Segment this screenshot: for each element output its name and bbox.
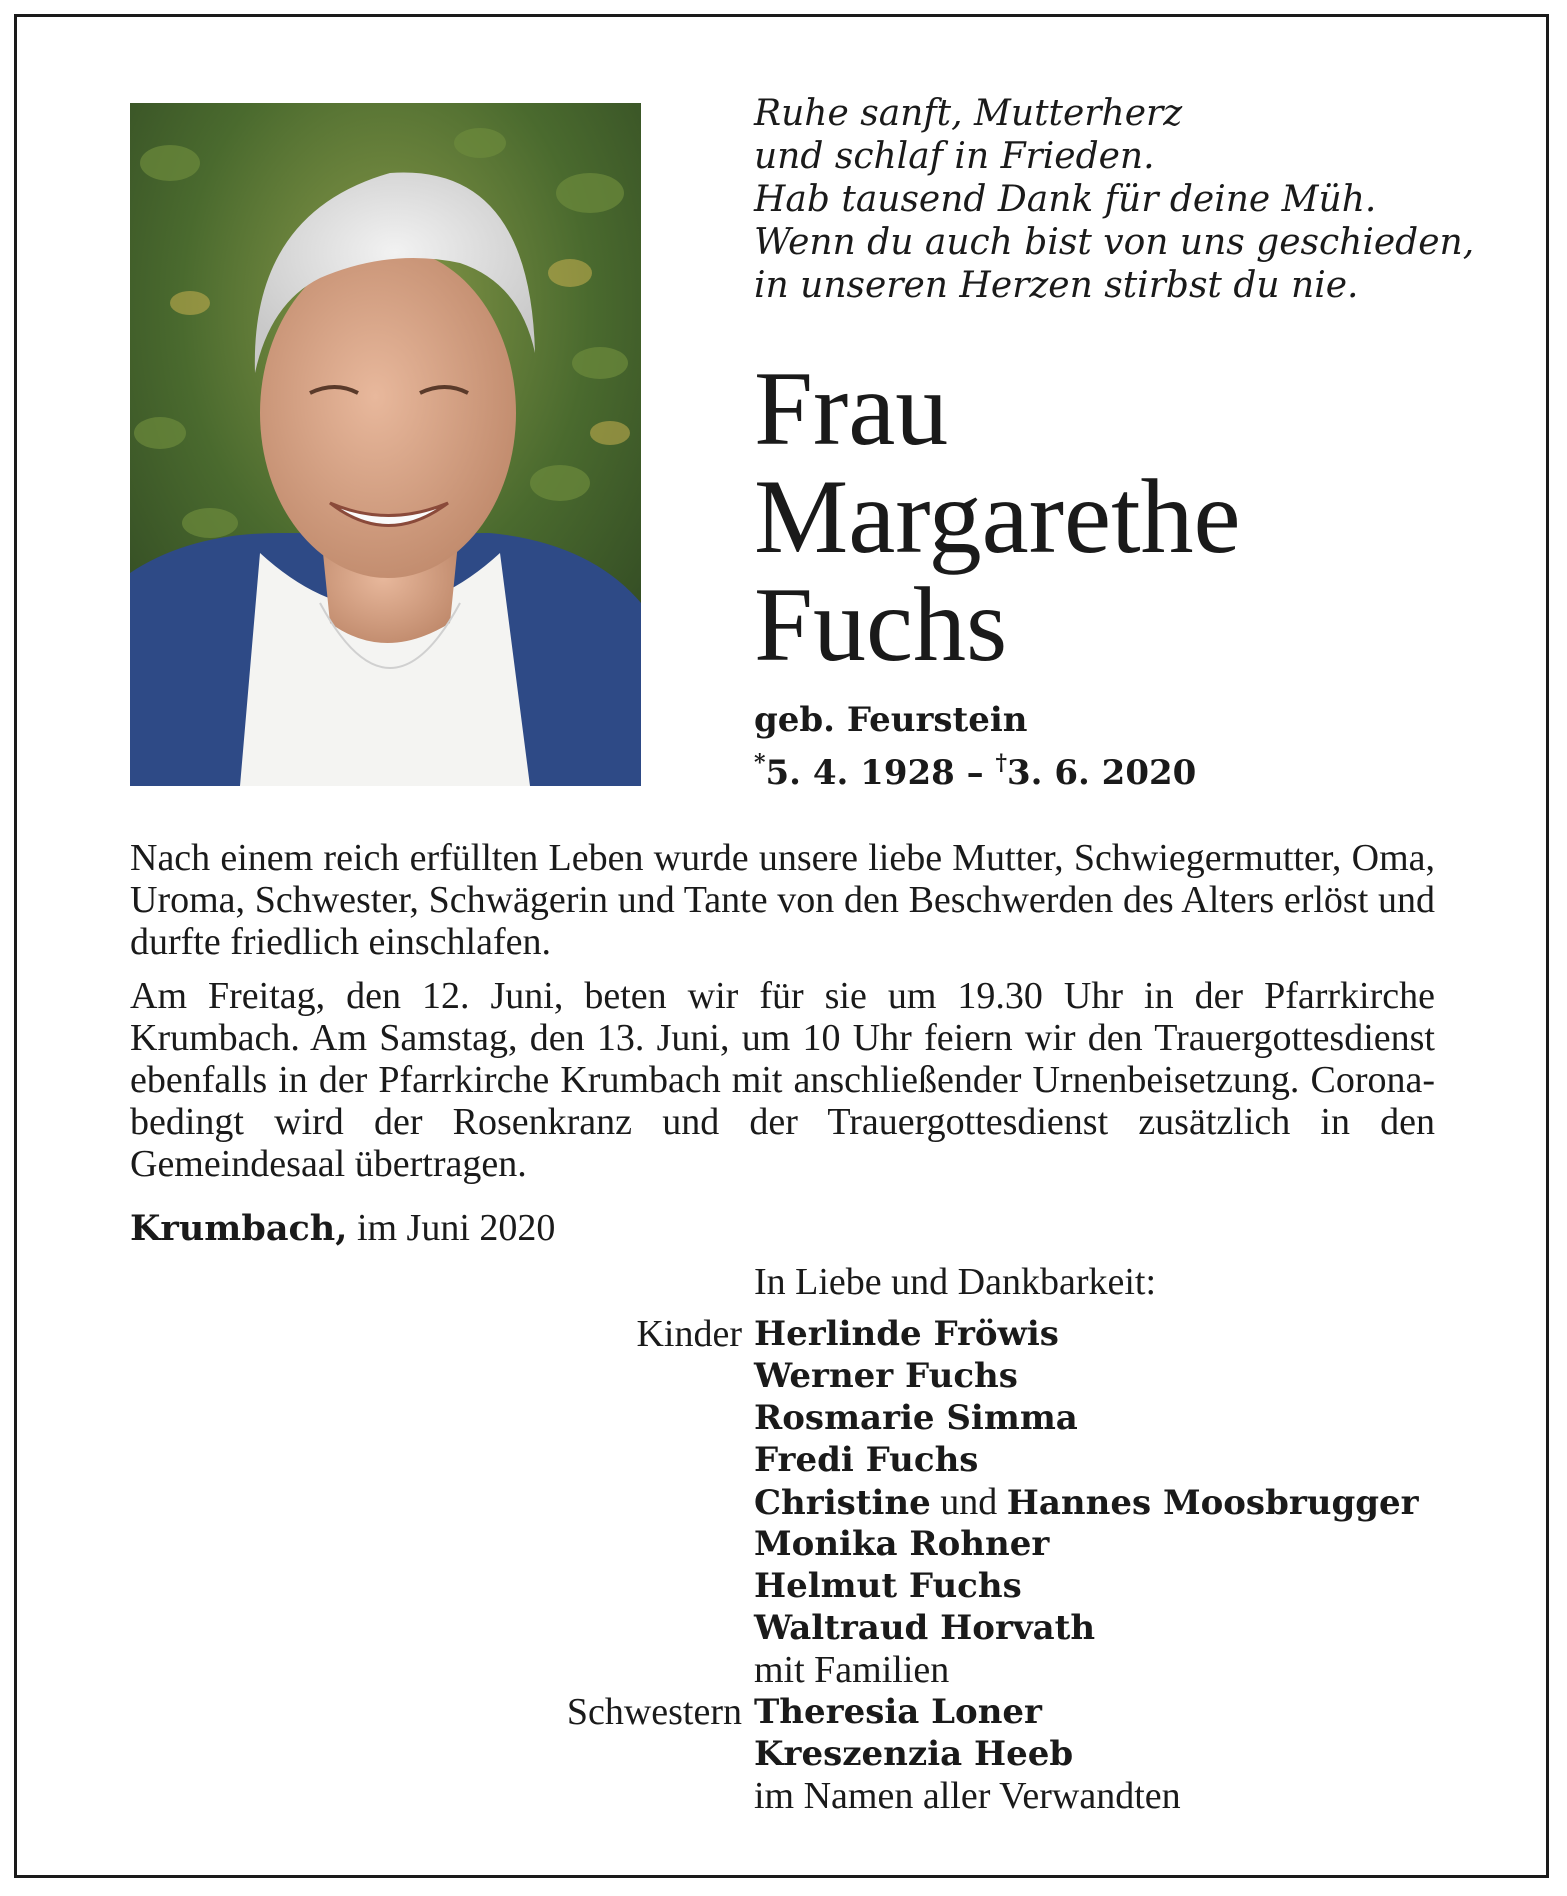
death-date: 3. 6. 2020 [1007, 753, 1197, 793]
portrait-image [130, 103, 641, 786]
name-last: Fuchs [754, 566, 1008, 683]
mourner-row [0, 1649, 1567, 1691]
place-month: im Juni 2020 [347, 1207, 556, 1249]
mourner-name: Theresia Loner [754, 1692, 1042, 1732]
mourners-list [0, 1313, 1567, 1817]
mourner-row [0, 1481, 1567, 1523]
birth-date: 5. 4. 1928 [765, 753, 955, 793]
place-city: Krumbach, [130, 1208, 348, 1249]
mourner-name: Fredi Fuchs [754, 1440, 979, 1480]
signoff: In Liebe und Dankbarkeit: [754, 1261, 1157, 1303]
mourner-name: Helmut Fuchs [754, 1566, 1022, 1606]
mourner-name: Kreszenzia Heeb [754, 1734, 1074, 1774]
poem [754, 92, 1475, 307]
mourner-row [0, 1355, 1567, 1397]
mourner-name: Monika Rohner [754, 1524, 1050, 1564]
date-separator: – [954, 753, 996, 793]
mourner-name: Werner Fuchs [754, 1356, 1018, 1396]
mourner-name: Rosmarie Simma [754, 1398, 1078, 1438]
mourner-couple [754, 1481, 1419, 1524]
mourner-partner: Hannes Moosbrugger [1006, 1483, 1419, 1523]
mourner-name: Waltraud Horvath [754, 1608, 1096, 1648]
mourner-name: Herlinde Fröwis [754, 1314, 1059, 1354]
mourner-row [0, 1565, 1567, 1607]
mourner-name: Christine [754, 1483, 931, 1523]
service-paragraph: Am Freitag, den 12. Juni, beten wir für sie um 19.30 Uhr in der Pfarrkirche Krumbach. Am Samstag, den 13. Juni, um 10 Uhr feiern wir den Trauergottesdienst ebenfalls in der Pfarrkirche Krumbach mit anschließender Urnenbeisetzung. Corona-bedingt wird der Rosenkranz und der Trauergottesdienst zusätzlich in den Gemeindesaal übertragen. [130, 975, 1435, 1185]
mourner-row [0, 1439, 1567, 1481]
poem-line: Ruhe sanft, Mutterherz [754, 93, 1183, 134]
name-first: Margarethe [754, 458, 1241, 575]
life-dates [754, 743, 1196, 793]
poem-line: Hab tausend Dank für deine Müh. [754, 179, 1377, 220]
portrait-photo [130, 103, 641, 786]
children-suffix: mit Familien [754, 1649, 950, 1691]
mourner-row [0, 1733, 1567, 1775]
birth-symbol: * [754, 750, 766, 776]
mourner-row [0, 1691, 1567, 1733]
children-label: Kinder [636, 1313, 742, 1355]
mourner-row [0, 1775, 1567, 1817]
mourner-row [0, 1313, 1567, 1355]
couple-connector: und [930, 1481, 1007, 1523]
poem-line: in unseren Herzen stirbst du nie. [754, 265, 1359, 306]
poem-line: und schlaf in Frieden. [754, 136, 1155, 177]
place-date [130, 1207, 555, 1250]
mourner-row [0, 1607, 1567, 1649]
name-title: Frau [754, 350, 949, 467]
poem-line: Wenn du auch bist von uns geschieden, [754, 222, 1475, 263]
mourner-row [0, 1397, 1567, 1439]
sisters-label: Schwestern [566, 1691, 742, 1733]
closing-line: im Namen aller Verwandten [754, 1775, 1181, 1817]
mourner-row [0, 1523, 1567, 1565]
deceased-name [754, 350, 1241, 683]
announcement-paragraph: Nach einem reich erfüllten Leben wurde unsere liebe Mutter, Schwiegermutter, Oma, Uroma, Schwester, Schwägerin und Tante von den Beschwerden des Alters erlöst und durfte friedlich einschlafen. [130, 837, 1435, 963]
death-symbol: † [995, 750, 1008, 776]
maiden-name: geb. Feurstein [754, 700, 1028, 740]
